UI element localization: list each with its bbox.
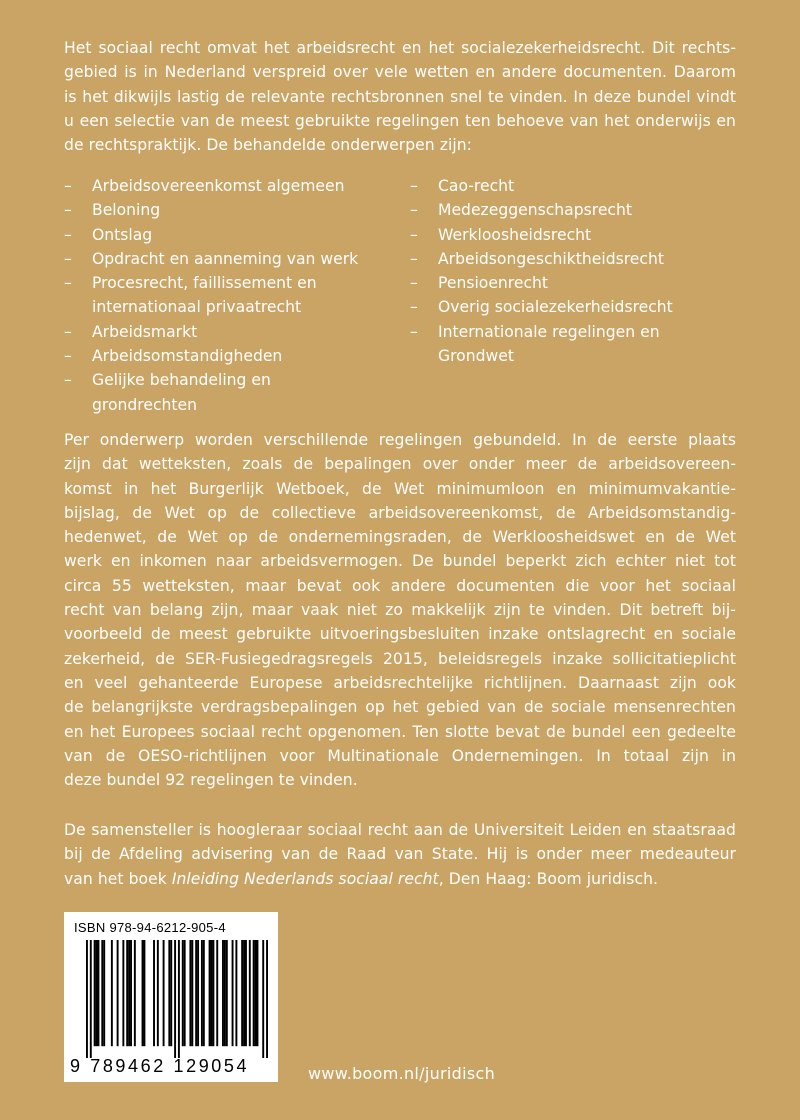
publisher-url: www.boom.nl/juridisch — [308, 1064, 496, 1083]
topic-label: grondrechten — [92, 395, 197, 414]
topic-label: Arbeidsongeschiktheidsrecht — [438, 249, 664, 268]
barcode-bar — [86, 940, 88, 1058]
text-line: werk en inkomen naar arbeidsvermogen. De bundel beperkt zich echter niet tot — [64, 552, 736, 571]
dash-bullet: – — [410, 322, 418, 341]
topic-label: Arbeidsomstandigheden — [92, 347, 283, 366]
barcode-bar — [235, 940, 237, 1046]
barcode-bar — [163, 940, 165, 1046]
barcode-bar — [143, 940, 145, 1046]
dash-bullet: – — [64, 347, 72, 366]
barcode-bar — [266, 940, 268, 1058]
topic-item — [64, 174, 394, 198]
barcode-box — [64, 912, 278, 1082]
topic-item — [64, 223, 394, 247]
topic-item — [410, 198, 740, 222]
text-line: bijslag, de Wet op de collectieve arbeidsovereenkomst, de Arbeidsomstandig- — [64, 503, 736, 522]
barcode-bar — [153, 940, 155, 1046]
text-line: Het sociaal recht omvat het arbeidsrecht en het socialezekerheidsrecht. Dit rechts- — [64, 39, 736, 57]
topic-label: Overig socialezekerheidsrecht — [438, 298, 673, 317]
barcode-bar — [203, 940, 205, 1046]
dash-bullet: – — [410, 225, 418, 244]
dash-bullet: – — [64, 322, 72, 341]
text-line: Per onderwerp worden verschillende regelingen gebundeld. In de eerste plaats — [64, 431, 736, 449]
barcode-bar — [189, 940, 191, 1046]
barcode-bar — [241, 940, 243, 1046]
barcode-bar — [226, 940, 228, 1046]
dash-bullet: – — [410, 274, 418, 293]
topic-item — [410, 295, 740, 319]
topic-label: Pensioenrecht — [438, 274, 549, 293]
author-line: De samensteller is hoogleraar sociaal recht aan de Universiteit Leiden en staatsraad — [64, 821, 736, 839]
barcode-bar — [197, 940, 199, 1046]
topic-label: Internationale regelingen en — [438, 322, 660, 341]
dash-bullet: – — [410, 298, 418, 317]
barcode-bar — [122, 940, 124, 1046]
barcode-bar — [101, 940, 103, 1046]
barcode-bar — [182, 940, 184, 1046]
text-line: is het dikwijls lastig de relevante rechtsbronnen snel te vinden. In deze bundel vindt — [64, 87, 736, 106]
dash-bullet: – — [64, 177, 72, 195]
dash-bullet: – — [64, 201, 72, 220]
topic-label: Arbeidsmarkt — [92, 322, 198, 341]
barcode-bar — [243, 940, 245, 1046]
barcode-bar — [191, 940, 193, 1046]
barcode-bar — [90, 940, 92, 1058]
topic-item — [410, 174, 740, 198]
dash-bullet: – — [410, 201, 418, 220]
topic-label: Procesrecht, faillissement en — [92, 274, 317, 293]
topic-label: Cao-recht — [438, 177, 515, 195]
topic-item — [64, 320, 394, 344]
dash-bullet: – — [64, 371, 72, 390]
topic-item — [64, 247, 394, 271]
text-line: de belangrijkste verdragsbepalingen op het gebied van de sociale mensenrechten — [64, 698, 736, 717]
topic-item — [64, 368, 394, 417]
dash-bullet: – — [64, 249, 72, 268]
text-line: gebied is in Nederland verspreid over vele wetten en andere documenten. Daarom — [64, 63, 736, 82]
barcode-bar — [128, 940, 130, 1046]
text-line: voorbeeld de meest gebruikte uitvoeringsbesluiten inzake ontslagrecht en sociale — [64, 625, 736, 644]
dash-bullet: – — [64, 225, 72, 244]
dash-bullet: – — [410, 177, 418, 195]
text-line: u een selectie van de meest gebruikte regelingen ten behoeve van het onderwijs en — [64, 111, 736, 130]
text-line: circa 55 wetteksten, maar bevat ook andere documenten die voor het sociaal — [64, 576, 736, 595]
barcode-bar — [117, 940, 119, 1046]
barcode-bar — [157, 940, 159, 1046]
barcode-bar — [97, 940, 99, 1046]
barcode-bar — [245, 940, 247, 1046]
barcode-bar — [94, 940, 96, 1046]
topic-label: Medezeggenschapsrecht — [438, 201, 632, 220]
barcode-bar — [126, 940, 128, 1046]
barcode-bar — [96, 940, 98, 1046]
dash-bullet: – — [410, 249, 418, 268]
text-line: zekerheid, de SER-Fusiegedragsregels 2015, beleidsregels inzake sollicitatieplicht — [64, 649, 736, 668]
topic-item — [410, 247, 740, 271]
topic-item — [410, 223, 740, 247]
barcode-bar — [257, 940, 259, 1046]
barcode-bar — [222, 940, 224, 1046]
author-line: bij de Afdeling advisering van de Raad van State. Hij is onder meer medeauteur — [64, 845, 736, 864]
barcode-bar — [130, 940, 132, 1046]
barcode-bar — [262, 940, 264, 1058]
barcode-bar — [103, 940, 105, 1046]
text-line: van de OESO-richtlijnen voor Multinationale Ondernemingen. In totaal zijn in — [64, 746, 736, 765]
topic-label: Opdracht en aanneming van werk — [92, 249, 359, 268]
barcode-bar — [111, 940, 113, 1046]
topic-list-right — [410, 174, 740, 368]
topic-item — [64, 271, 394, 320]
barcode-bar — [134, 940, 136, 1046]
topic-label: Grondwet — [438, 347, 514, 366]
body-paragraph — [64, 428, 736, 792]
topic-label: Arbeidsovereenkomst algemeen — [92, 177, 345, 195]
topic-item — [410, 271, 740, 295]
text-line: en veel gehanteerde Europese arbeidsrechtelijke richtlijnen. Daarnaast zijn ook — [64, 673, 736, 692]
intro-paragraph — [64, 36, 736, 157]
topic-label: Gelijke behandeling en — [92, 371, 271, 390]
topic-label: Werkloosheidsrecht — [438, 225, 592, 244]
topic-list-left — [64, 174, 394, 417]
book-title: Inleiding Nederlands sociaal recht — [171, 869, 439, 888]
barcode-bar — [253, 940, 255, 1046]
text-line: zijn dat wetteksten, zoals de bepalingen over onder meer de arbeidsovereen- — [64, 455, 736, 474]
dash-bullet: – — [64, 274, 72, 293]
barcode-bar — [184, 940, 186, 1046]
isbn-label: ISBN 978-94-6212-905-4 — [74, 920, 226, 935]
barcode-bar — [216, 940, 218, 1046]
text-line: recht van belang zijn, maar vaak niet zo makkelijk zijn te vinden. Dit betreft bij- — [64, 601, 736, 620]
barcode-bar — [224, 940, 226, 1046]
isbn-digits: 9 789462 129054 — [70, 1056, 250, 1076]
text-line: komst in het Burgerlijk Wetboek, de Wet minimumloon en minimumvakantie- — [64, 479, 736, 498]
barcode-bar — [255, 940, 257, 1046]
barcode-bar — [232, 940, 234, 1046]
barcode-bar — [212, 940, 214, 1046]
topic-label: Ontslag — [92, 225, 153, 244]
barcode-bar — [209, 940, 211, 1046]
text-line: en het Europees sociaal recht opgenomen. Ten slotte bevat de bundel een gedeelte — [64, 722, 736, 741]
barcode-bar — [195, 940, 197, 1046]
barcode-bar — [170, 940, 172, 1046]
barcode — [86, 940, 268, 1058]
barcode-bar — [142, 940, 144, 1046]
text-line: de rechtspraktijk. De behandelde onderwerpen zijn: — [64, 136, 472, 155]
barcode-bar — [201, 940, 203, 1046]
topic-label: internationaal privaatrecht — [92, 298, 302, 317]
text-line: deze bundel 92 regelingen te vinden. — [64, 771, 358, 790]
topic-item — [410, 320, 740, 369]
author-paragraph — [64, 818, 736, 891]
text-line: hedenwet, de Wet op de ondernemingsraden, de Werkloosheidswet en de Wet — [64, 528, 736, 547]
barcode-bar — [249, 940, 251, 1046]
topic-label: Beloning — [92, 201, 161, 220]
barcode-bar — [168, 940, 170, 1046]
barcode-bar — [178, 940, 180, 1058]
topic-item — [64, 198, 394, 222]
barcode-bar — [174, 940, 176, 1058]
barcode-bar — [211, 940, 213, 1046]
topic-item — [64, 344, 394, 368]
author-line: van het boek Inleiding Nederlands sociaal recht, Den Haag: Boom juridisch. — [64, 869, 659, 888]
